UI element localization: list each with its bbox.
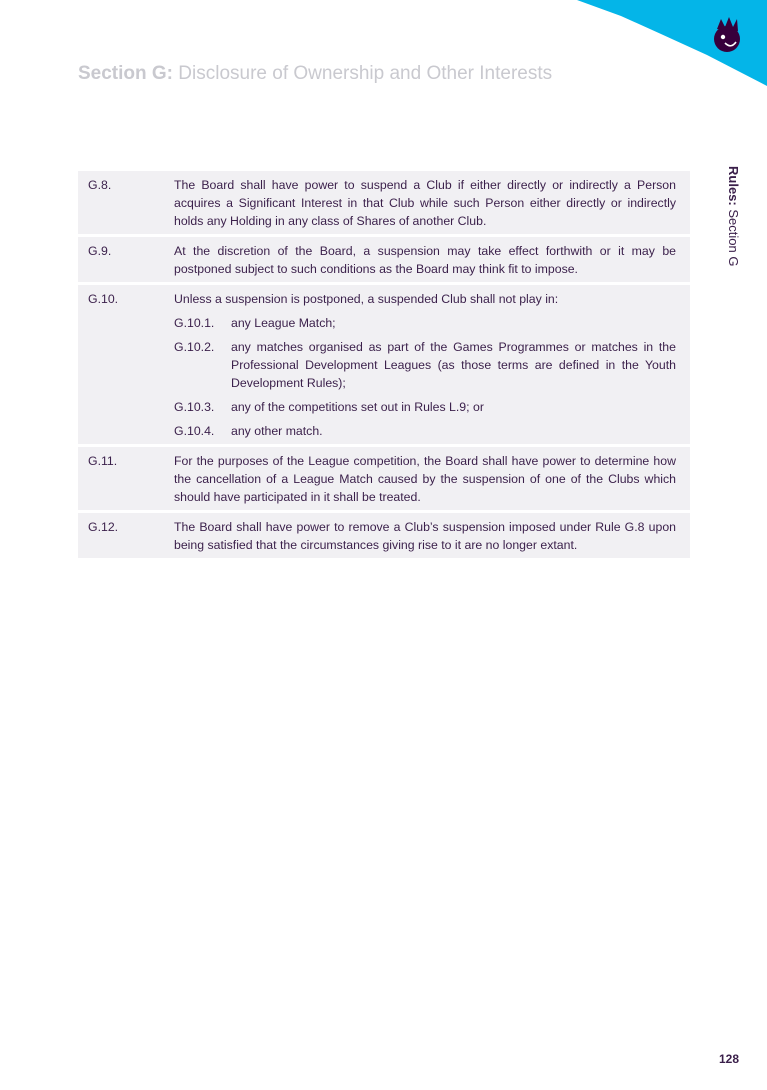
sub-rule (174, 398, 676, 416)
side-section-label (726, 166, 741, 266)
rule-row (78, 447, 690, 510)
rules-table-body (78, 171, 690, 558)
rule-row (78, 171, 690, 234)
sub-rule-text: any League Match; (231, 316, 336, 330)
rule-text: Unless a suspension is postponed, a suspended Club shall not play in: (174, 292, 559, 306)
page-title-bold: Section G: (78, 63, 174, 84)
rule-text: The Board shall have power to suspend a Club if either directly or indirectly a Person acquires a Significant Interest in that Club while such Person either directly or indirectly holds any Holding in any class of Shares of another Club. (174, 178, 676, 228)
rules-table (78, 168, 690, 561)
rule-number: G.9. (78, 237, 174, 282)
rule-cell (174, 237, 690, 282)
rule-cell (174, 447, 690, 510)
rule-row (78, 513, 690, 558)
sub-rule-number: G.10.1. (174, 316, 215, 330)
rule-row (78, 237, 690, 282)
rule-number: G.10. (78, 285, 174, 444)
rule-cell (174, 285, 690, 444)
rule-text: At the discretion of the Board, a suspension may take effect forthwith or it may be postponed subject to such conditions as the Board may think fit to impose. (174, 244, 676, 276)
side-label-bold: Rules: (726, 166, 741, 206)
page-title-rest: Disclosure of Ownership and Other Interests (173, 63, 553, 84)
sub-rule-number: G.10.2. (174, 340, 215, 354)
rule-number: G.11. (78, 447, 174, 510)
sub-rule (174, 338, 676, 392)
rule-cell (174, 513, 690, 558)
sub-rule-number: G.10.3. (174, 400, 215, 414)
side-label-rest: Section G (726, 205, 741, 267)
rule-number: G.12. (78, 513, 174, 558)
sub-rule-text: any of the competitions set out in Rules L.9; or (231, 400, 484, 414)
rule-text: The Board shall have power to remove a Club’s suspension imposed under Rule G.8 upon being satisfied that the circumstances giving rise to it are no longer extant. (174, 520, 676, 552)
rule-cell (174, 171, 690, 234)
rule-row (78, 285, 690, 444)
page-number: 128 (719, 1052, 740, 1066)
page-title (78, 63, 552, 85)
sub-rule-text: any matches organised as part of the Games Programmes or matches in the Professional Development Leagues (as those terms are defined in the Youth Development Rules); (231, 340, 676, 390)
sub-rule (174, 314, 676, 332)
rule-number: G.8. (78, 171, 174, 234)
sub-rule-number: G.10.4. (174, 424, 215, 438)
rule-text: For the purposes of the League competition, the Board shall have power to determine how the cancellation of a League Match caused by the suspension of one of the Clubs which should have participated in it shall be treated. (174, 454, 676, 504)
sub-rule-text: any other match. (231, 424, 323, 438)
corner-banner (577, 0, 767, 90)
sub-rule (174, 422, 676, 440)
